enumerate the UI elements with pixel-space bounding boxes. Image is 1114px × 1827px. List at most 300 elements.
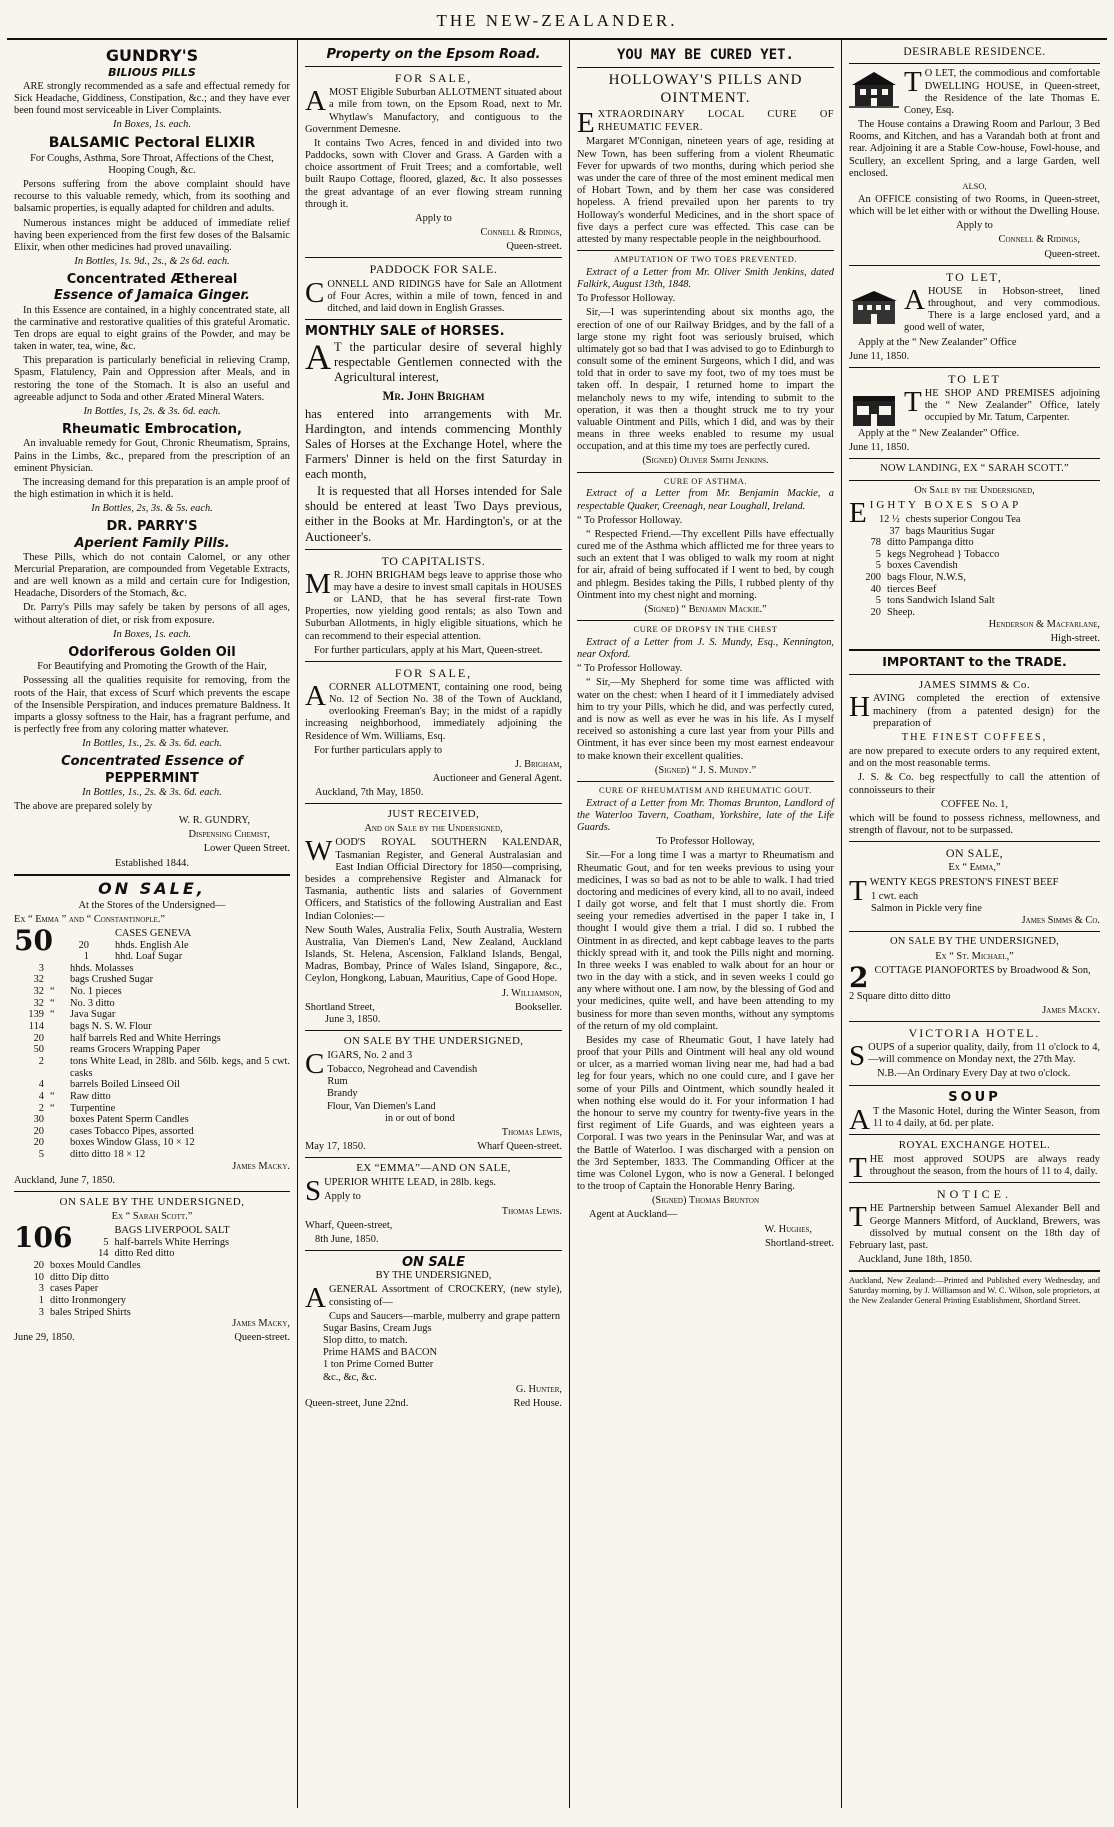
trade-name: JAMES SIMMS & Co.	[918, 678, 1031, 691]
landing-item-cell: Sheep.	[887, 606, 915, 618]
corner-date: Auckland, 7th May, 1850.	[315, 787, 424, 799]
bilious-title: BILIOUS PILLS	[108, 65, 196, 79]
crock-item: Cups and Saucers—marble, mulberry and grape pattern	[328, 1310, 561, 1322]
epsom-text-1: MOST Eligible Suburban ALLOTMENT situated about a mile from town, on the Epsom Road, next to Mr. Whytlaw's Manufactory, and contiguous to the Government Demesne.	[305, 87, 562, 135]
horses-text-2: has entered into arrangements with Mr. Hardington, and intends commencing Monthly Sales of Horses at the Exchange Hotel, where the Farmers' Dinner is held on the first Saturday in each month,	[305, 406, 562, 482]
piano-text: COTTAGE PIANOFORTES by Broadwood & Son,	[874, 964, 1091, 976]
amp-to: To Professor Holloway.	[577, 293, 676, 305]
pepp-title-2: PEPPERMINT	[105, 770, 199, 786]
masthead: THE NEW-ZEALANDER.	[436, 11, 678, 30]
onsale2-date: June 29, 1850.	[14, 1332, 75, 1344]
onsale-item-cell: 32	[33, 997, 44, 1009]
piano-title: ON SALE BY THE UNDERSIGNED,	[889, 936, 1060, 948]
dropcap-w: W	[305, 835, 333, 868]
onsale2-item-cell: cases Paper	[50, 1283, 99, 1295]
tolet2-apply: Apply at the “ New Zealander” Office.	[858, 427, 1020, 439]
trade-title: IMPORTANT to the TRADE.	[882, 653, 1067, 669]
dropcap-s: S	[305, 1175, 322, 1208]
ether-price: In Bottles, 1s, 2s. & 3s. 6d. each.	[83, 405, 221, 417]
onsale2-signature: James Macky,	[232, 1318, 290, 1330]
rheum-price: In Bottles, 2s, 3s. & 5s. each.	[91, 503, 213, 515]
onsale-item-cell: 4	[38, 1079, 44, 1091]
divider	[849, 649, 1100, 651]
onsale2-item-cell: bales Striped Shirts	[50, 1306, 131, 1318]
horses-text-1: T the particular desire of several highly respectable Gentlemen connected with the Agricultural interest,	[334, 340, 562, 385]
onsale-item-cell: 30	[33, 1114, 44, 1126]
just-title: JUST RECEIVED,	[387, 808, 480, 821]
onsale-item	[59, 940, 290, 952]
horses-text-3: It is requested that all Horses intended for Sale should be entered at least Two Days previous, either in the Books at Mr. Hardington's, or at the Auctioneer's.	[305, 484, 562, 544]
beef-item: 1 cwt. each	[871, 890, 919, 902]
parry-price: In Boxes, 1s. each.	[113, 628, 191, 640]
parry-text-2: Dr. Parry's Pills may safely be taken by persons of all ages, without alteration of diet, or risk from exposure.	[14, 602, 290, 626]
divider	[849, 674, 1100, 675]
gundry-signature: W. R. GUNDRY,	[178, 815, 250, 827]
onsale-item-cell: tons White Lead, in 28lb. and 56lb. kegs, and 5 cwt. casks	[70, 1055, 290, 1079]
landing-item-cell: 5	[875, 560, 881, 572]
divider	[849, 265, 1100, 266]
onsale-item-cell: bags Crushed Sugar	[70, 974, 154, 986]
balsamic-for: For Coughs, Asthma, Sore Throat, Affections of the Chest, Hooping Cough, &c.	[30, 152, 274, 176]
divider	[849, 480, 1100, 481]
onsale-item	[14, 963, 290, 975]
divider	[577, 781, 834, 782]
divider	[577, 620, 834, 621]
divider	[305, 1250, 562, 1251]
landing-place: High-street.	[1050, 632, 1100, 644]
asthma-text: “ Respected Friend.—Thy excellent Pills have effectually cured me of the Asthma which afflicted me for three years to such an extent that I was obliged to walk my room at night for air, afraid of being suffocated if I went to bed, by cough and phlegm. Besides taking the Pills, I rubbed plenty of thy Ointment into my chest night and morning.	[577, 528, 834, 601]
gundry-title: GUNDRY'S	[105, 46, 199, 65]
onsale-item-cell	[50, 1044, 64, 1056]
onsale2-place: Queen-street.	[234, 1332, 290, 1344]
cigar-text: IGARS, No. 2 and 3	[327, 1049, 413, 1061]
victoria-title: VICTORIA HOTEL.	[908, 1026, 1041, 1041]
onsale-item-cell: boxes Window Glass, 10 × 12	[70, 1137, 195, 1149]
victoria-text: OUPS of a superior quality, daily, from 11 o'clock to 4,—will commence on Monday next, the 27th May.	[868, 1042, 1100, 1066]
onsale2-item	[78, 1237, 290, 1249]
capitalists-text-2: For further particulars, apply at his Mart, Queen-street.	[314, 644, 543, 656]
onsale-item	[14, 1056, 290, 1079]
dropcap-a: A	[849, 1103, 870, 1136]
onsale-item-cell: “	[50, 986, 55, 998]
onsale-item-cell	[50, 1149, 64, 1161]
cigar-place: Wharf Queen-street.	[477, 1141, 562, 1153]
onsale-item	[14, 1103, 290, 1115]
onsale-item-cell: 4	[38, 1090, 44, 1102]
tolet1-text: HOUSE in Hobson-street, lined throughout, and very commodious. There is a large enclosed yard, and a good well of water,	[904, 285, 1100, 334]
column-3	[569, 40, 841, 1808]
dropcap-t: T	[849, 1201, 867, 1234]
tolet1-apply: Apply at the “ New Zealander” Office	[858, 336, 1017, 348]
corner-role: Auctioneer and General Agent.	[432, 773, 562, 785]
dropsy-extract: Extract of a Letter from J. S. Mundy, Esq., Kennington, near Oxford.	[577, 636, 834, 661]
onsale2-item-cell: 3	[38, 1283, 44, 1295]
onsale2-item	[14, 1260, 290, 1272]
landing-item	[870, 526, 1100, 538]
epsom-apply: Apply to	[415, 212, 452, 224]
residence-signature: Connell & Ridings,	[998, 234, 1080, 246]
dropsy-text: “ Sir,—My Shepherd for some time was afflicted with water on the chest: when I heard of it I immediately advised him to try your Pills, which he did, and was perfectly cured, and is now as well as ever he was in his life. As I myself received so astonishing a cure last year from your Pills and Ointment, it has ever since been my most earnest endeavour to make known their excellent qualities.	[577, 677, 834, 762]
house-icon	[849, 70, 899, 108]
landing-signature: Henderson & Macfarlane,	[988, 618, 1100, 630]
parry-text-1: These Pills, which do not contain Calomel, or any other Mercurial Preparation, are compounded from Vegetable Extracts, and are well known as a mild and certain cure for Indigestion, Headache, Disorders of the Stomach, &c.	[14, 551, 290, 600]
landing-item	[851, 595, 1100, 607]
landing-item	[851, 549, 1100, 561]
divider	[849, 458, 1100, 459]
onsale-item-cell	[50, 1021, 64, 1033]
horses-name: Mr. John Brigham	[382, 388, 485, 403]
divider	[305, 1030, 562, 1031]
onsale-item-cell	[95, 928, 109, 940]
residence-title: DESIRABLE RESIDENCE.	[903, 46, 1046, 58]
onsale-item	[14, 986, 290, 998]
onsale-item-cell: 32	[33, 974, 44, 986]
landing-subtitle: On Sale by the Undersigned,	[914, 484, 1035, 496]
cigar-item: Rum	[327, 1076, 348, 1088]
onsale-item-cell: reams Grocers Wrapping Paper	[70, 1044, 201, 1056]
trade-text-1: AVING completed the erection of extensive machinery (from a patented design) for the preparation of	[872, 693, 1100, 729]
onsale-item	[14, 998, 290, 1010]
just-date: June 3, 1850.	[325, 1013, 381, 1025]
asthma-to: “ To Professor Holloway.	[577, 514, 683, 526]
crock-item: Sugar Basins, Cream Jugs	[323, 1322, 432, 1334]
rheum-text-1: An invaluable remedy for Gout, Chronic Rheumatism, Sprains, Pains in the Limbs, &c., prepared from the prescription of an eminent Physician.	[14, 438, 290, 474]
onsale-item-cell: 2	[38, 1055, 44, 1067]
onsale-item-cell: “	[50, 997, 55, 1009]
soup-title: SOUP	[948, 1089, 1001, 1105]
tolet2-date: June 11, 1850.	[849, 442, 910, 454]
divider	[14, 874, 290, 876]
column-2	[297, 40, 569, 1808]
house-icon	[849, 288, 899, 326]
onsale-item-cell: 20	[33, 1137, 44, 1149]
notice-title: NOTICE.	[937, 1187, 1012, 1202]
lead-signature: Thomas Lewis.	[501, 1205, 562, 1217]
amp-signature: (Signed) Oliver Smith Jenkins.	[642, 455, 769, 467]
piano-signature: James Macky.	[1042, 1004, 1100, 1016]
landing-item	[851, 572, 1100, 584]
asthma-extract: Extract of a Letter from Mr. Benjamin Mackie, a respectable Quaker, Creenagh, near Loughall, Ireland.	[577, 488, 834, 512]
rheum-title: Rheumatic Embrocation,	[62, 422, 242, 438]
landing-item-cell: 5	[875, 595, 881, 607]
divider	[849, 1270, 1100, 1272]
gundry-role: Dispensing Chemist,	[188, 829, 270, 841]
onsale-ex: Ex “ Emma ” and “ Constantinople.”	[14, 913, 165, 925]
shop-icon	[849, 390, 899, 428]
onsale-item-cell: hhds. English Ale	[114, 939, 189, 951]
onsale-item-cell: bags N. S. W. Flour	[70, 1021, 152, 1033]
dropcap-a: A	[305, 1282, 326, 1315]
divider	[849, 1085, 1100, 1086]
divider	[577, 67, 834, 68]
onsale-item-cell	[50, 963, 64, 975]
landing-item	[851, 537, 1100, 549]
amp-title: AMPUTATION OF TWO TOES PREVENTED.	[613, 255, 798, 265]
onsale-item	[14, 1009, 290, 1021]
landing-item-cell: 37	[889, 525, 900, 537]
tolet1-date: June 11, 1850.	[849, 350, 910, 362]
divider	[849, 367, 1100, 368]
onsale-item-cell: 139	[28, 1009, 44, 1021]
onsale2-item-cell: ditto Ironmongery	[50, 1294, 126, 1306]
ether-text-2: This preparation is particularly beneficial in relieving Cramp, Spasm, Flatulency, Pain and Oppression after Meals, and in restoring the tone of the Stomach. It is also an useful and agreeable adjunct to Soda and other Ærated Mineral Waters.	[14, 355, 290, 403]
onsale2-item-cell: half-barrels White Herrings	[114, 1236, 230, 1248]
gout-title: CURE OF RHEUMATISM AND RHEUMATIC GOUT.	[599, 785, 812, 795]
landing-item-cell: tons Sandwich Island Salt	[887, 595, 995, 607]
onsale2-item-cell: ditto Dip ditto	[50, 1271, 109, 1283]
onsale-item-cell: 20	[78, 939, 89, 951]
imprint: Auckland, New Zealand:—Printed and Published every Wednesday, and Saturday morning, by J. Williamson and W. C. Wilson, sole proprietors, at the New Zealander General Printing Establishment, Shortland Street.	[849, 1276, 1100, 1305]
just-role: Bookseller.	[514, 1001, 562, 1013]
asthma-title: CURE OF ASTHMA.	[663, 476, 748, 486]
dropcap-a: A	[305, 85, 326, 118]
holloway-title-2: HOLLOWAY'S PILLS AND OINTMENT.	[608, 72, 803, 106]
cigar-title: ON SALE BY THE UNDERSIGNED,	[343, 1035, 524, 1048]
odor-text: Possessing all the qualities requisite for removing, from the roots of the Hair, that excess of Scurf which prevents the escape of the Insensible Perspiration, and induces premature Baldness. It imparts a glossy softness to the Hair, has a fragrant perfume, and is perfectly free from any coloring matter whatever.	[14, 675, 290, 736]
gundry-established: Established 1844.	[115, 857, 189, 869]
balsamic-text-1: Persons suffering from the above complaint should have recourse to this valuable remedy, which, from its soothing and balsamic properties, is equally adapted for children and adults.	[14, 178, 290, 215]
divider	[849, 1182, 1100, 1183]
divider	[849, 63, 1100, 64]
onsale2-item-cell: 3	[38, 1306, 44, 1318]
beef-text: WENTY KEGS PRESTON'S FINEST BEEF	[869, 876, 1059, 888]
landing-item	[870, 514, 1100, 526]
royal-text: HE most approved SOUPS are always ready throughout the season, from the hours of 11 to 4, daily.	[869, 1153, 1100, 1178]
onsale-title: ON SALE,	[98, 878, 206, 898]
onsale-item-cell: 20	[33, 1032, 44, 1044]
onsale2-item-cell: 1	[38, 1294, 44, 1306]
onsale-item-cell: Raw ditto	[70, 1090, 111, 1102]
lead-place: Wharf, Queen-street,	[305, 1219, 393, 1231]
dropcap-a: A	[305, 679, 326, 712]
onsale-item-cell	[50, 1137, 64, 1149]
onsale-item-cell: barrels Boiled Linseed Oil	[70, 1079, 180, 1091]
crock-footer	[305, 1398, 562, 1410]
divider	[305, 661, 562, 662]
lead-text: UPERIOR WHITE LEAD, in 28lb. kegs.	[324, 1177, 496, 1189]
corner-text: CORNER ALLOTMENT, containing one rood, being No. 12 of Section No. 38 of the Town of Auckland, overlooking Freeman's Bay; in the midst of a rapidly increasing neighborhood, immediately adjoining the Residence of Wm. Williams, Esq.	[305, 681, 562, 742]
asthma-signature: (Signed) “ Benjamin Mackie.”	[644, 603, 767, 615]
onsale-item	[14, 1033, 290, 1045]
victoria-nb: N.B.—An Ordinary Every Day at two o'clock.	[877, 1068, 1071, 1080]
pepp-title: Concentrated Essence of	[61, 754, 243, 770]
onsale-item	[14, 1044, 290, 1056]
lead-title: EX “EMMA”—AND ON SALE,	[356, 1162, 511, 1175]
onsale2-item	[14, 1307, 290, 1319]
dropcap-t: T	[849, 874, 867, 907]
parry-title: DR. PARRY'S	[106, 519, 198, 535]
divider	[305, 257, 562, 258]
dropcap-a: A	[305, 337, 331, 378]
onsale2-item	[78, 1225, 290, 1237]
just-text-1: OOD'S ROYAL SOUTHERN KALENDAR, Tasmanian Register, and General Australasian and East Indian Official Directory for 1850—comprising, besides a comprehensive Register and Almanack for Tasmania, authentic lists and salaries of Government Officers, and Statistics of the following Australian and East Indian Colonies:—	[305, 837, 562, 922]
residence-text-3: An OFFICE consisting of two Rooms, in Queen-street, which will be let either with or without the Dwelling House.	[849, 193, 1100, 218]
balsamic-text-2: Numerous instances might be adduced of immediate relief having been experienced from the first few doses of the Balsamic Elixir, when other medicines had proved unavailing.	[14, 217, 290, 253]
landing-item	[851, 607, 1100, 619]
onsale-list	[14, 923, 290, 1161]
prepared-by: The above are prepared solely by	[14, 800, 153, 812]
onsale-item	[14, 1126, 290, 1138]
landing-item	[851, 584, 1100, 596]
landing-item-cell: 40	[870, 583, 881, 595]
onsale-list-block	[14, 923, 290, 1161]
onsale2-item	[14, 1283, 290, 1295]
tolet2-title: TO LET	[948, 371, 1001, 386]
onsale-item-cell: “	[50, 1090, 55, 1102]
divider	[849, 1021, 1100, 1022]
beef-ex: Ex “ Emma,”	[948, 862, 1001, 874]
onsale-signature: James Macky.	[232, 1160, 290, 1172]
tolet2-text: HE SHOP AND PREMISES adjoining the “ New Zealander” Office, lately occupied by Mr. Tatum, Carpenter.	[924, 387, 1100, 424]
onsale-item	[59, 928, 290, 940]
crock-item: &c., &c, &c.	[323, 1371, 377, 1383]
onsale-item-cell: hhds. Molasses	[70, 962, 134, 974]
onsale-item-cell: Turpentine	[70, 1102, 116, 1114]
dropcap-t: T	[904, 66, 922, 99]
dropsy-title: CURE OF DROPSY IN THE CHEST	[633, 625, 778, 635]
dropcap-m: M	[305, 567, 331, 600]
ether-text-1: In this Essence are contained, in a highly concentrated state, all the carminative and restorative qualities of this grateful Aromatic. Ten drops are equal to eight grains of the Powder, and may be taken in water, tea, wine, &c.	[14, 304, 290, 353]
just-signature: J. Williamson,	[502, 987, 562, 999]
balsamic-price: In Bottles, 1s. 9d., 2s., & 2s 6d. each.	[74, 256, 230, 268]
dropcap-e: E	[577, 107, 595, 140]
piano-text-2: 2 Square ditto ditto ditto	[849, 990, 951, 1002]
crock-text: GENERAL Assortment of CROCKERY, (new style), consisting of—	[328, 1284, 562, 1308]
onsale-item-cell: No. 3 ditto	[70, 997, 115, 1009]
onsale2-big-number: 106	[14, 1221, 73, 1255]
landing-title: NOW LANDING, EX “ SARAH SCOTT.”	[880, 463, 1069, 475]
just-text-2: New South Wales, Australia Felix, South Australia, Western Australia, Van Diemen's Land, New Zealand, Auckland Islands, St. Helena, Ascension, Falkland Islands, Bengal, Madras, Bombay, Prince of Wales Island, Singapore, &c., Ceylon, Hongkong, Labuan, Mauritius, Cape of Good Hope.	[305, 924, 562, 985]
just-footer	[305, 1002, 562, 1014]
onsale-item-cell	[59, 928, 89, 940]
onsale-item-cell	[50, 1033, 64, 1045]
landing-item-cell: bags Mauritius Sugar	[905, 525, 995, 537]
divider	[577, 472, 834, 473]
beef-title: ON SALE,	[945, 846, 1004, 861]
onsale-item-cell	[50, 1056, 64, 1079]
cigar-date: May 17, 1850.	[305, 1141, 366, 1153]
residence-also: ALSO,	[962, 181, 987, 191]
onsale-item-cell: 114	[28, 1021, 44, 1033]
holloway-title: YOU MAY BE CURED YET.	[616, 47, 794, 63]
crock-subtitle: BY THE UNDERSIGNED,	[375, 1270, 492, 1282]
landing-head: IGHTY BOXES SOAP	[869, 498, 1022, 511]
onsale-item-cell: 5	[38, 1149, 44, 1161]
landing-item-cell: boxes Cavendish	[887, 560, 958, 572]
onsale2-item	[78, 1248, 290, 1260]
onsale-item-cell	[50, 1079, 64, 1091]
rheum-text-2: The increasing demand for this preparation is an ample proof of the high estimation in which it is held.	[14, 476, 290, 501]
parry-title-2: Aperient Family Pills.	[74, 535, 230, 551]
onsale-item-cell	[95, 951, 109, 963]
dropcap-c: C	[305, 1047, 325, 1080]
crock-signature: G. Hunter,	[515, 1383, 562, 1395]
onsale-item-cell: hhd. Loaf Sugar	[114, 951, 183, 963]
onsale-item	[59, 951, 290, 963]
trade-text-3: J. S. & Co. beg respectfully to call the attention of connoisseurs to their	[849, 772, 1100, 796]
landing-item-cell: 200	[865, 572, 881, 584]
onsale-item-cell: 2	[38, 1102, 44, 1114]
divider	[305, 1157, 562, 1158]
beef-signature: James Simms & Co.	[1021, 915, 1100, 927]
onsale-date: Auckland, June 7, 1850.	[14, 1174, 116, 1186]
royal-title: ROYAL EXCHANGE HOTEL.	[898, 1139, 1051, 1152]
case1-title: XTRAORDINARY LOCAL CURE OF RHEUMATIC FEVER.	[597, 109, 834, 133]
onsale2-footer	[14, 1332, 290, 1344]
dropcap-h: H	[849, 691, 870, 724]
onsale-item-cell: ditto ditto 18 × 12	[70, 1149, 146, 1161]
onsale2-item-cell: 14	[98, 1248, 109, 1260]
column-1	[7, 40, 297, 1808]
trade-text-2: are now prepared to execute orders to any required extent, and on the most reasonable terms.	[849, 746, 1100, 770]
onsale-subtitle: At the Stores of the Undersigned—	[78, 899, 226, 911]
cigar-item: Brandy	[327, 1088, 358, 1100]
divider	[849, 931, 1100, 932]
onsale-item-cell	[50, 1114, 64, 1126]
onsale2-item	[14, 1272, 290, 1284]
onsale-item-cell: 1	[83, 951, 89, 963]
onsale-item-cell: 32	[33, 986, 44, 998]
agent-label: Agent at Auckland—	[589, 1209, 678, 1221]
onsale2-item-cell: 20	[33, 1260, 44, 1271]
odor-for: For Beautifying and Promoting the Growth of the Hair,	[37, 661, 267, 673]
onsale2-item-cell: 10	[33, 1271, 44, 1283]
capitalists-title: TO CAPITALISTS.	[381, 553, 486, 568]
lead-apply: Apply to	[324, 1191, 361, 1203]
onsale-item	[14, 1114, 290, 1126]
dropsy-signature: (Signed) “ J. S. Mundy.”	[654, 764, 757, 776]
trade-coffee: THE FINEST COFFEES,	[901, 731, 1048, 743]
onsale2-item-cell: ditto Red ditto	[114, 1248, 175, 1260]
landing-item-cell: 12 ½	[878, 513, 900, 525]
epsom-title: Property on the Epsom Road.	[326, 47, 541, 62]
onsale-item-cell	[50, 974, 64, 986]
divider	[305, 803, 562, 804]
newspaper-page	[7, 8, 1107, 1808]
dropcap-a: A	[904, 283, 925, 316]
gout-text-1: Sir.—For a long time I was a martyr to Rheumatism and Rheumatic Gout, and for ten weeks previous to using your medicines, I was so bad as not to be able to walk. I had tried doctoring and medicines of every kind, all to no avail, indeed I daily got worse, and felt that I must shortly die. From seeing your remedies advertised in the paper I take in, I thought I would give them a trial. I did so. I rubbed the Ointment in as directed, and kept cabbage leaves to the parts thickly spread with it, and took the Pills night and morning. In three weeks I was enabled to walk about for an hour or two in the day with a stick, and in seven weeks I could go any where without one. I am now, by the blessing of God and your medicines, quite well, and have been attending to my business for more than seven months, without any symptoms of the return of my old complaint.	[577, 850, 834, 1032]
onsale-item-cell: half barrels Red and White Herrings	[70, 1032, 221, 1044]
corner-forsale: FOR SALE,	[394, 665, 473, 680]
crock-list	[305, 1311, 562, 1384]
gout-to: To Professor Holloway,	[656, 836, 755, 848]
onsale-item-cell: cases Tobacco Pipes, assorted	[70, 1125, 194, 1137]
amp-text: Sir,—I was superintending about six months ago, the erection of one of our Railway Bridges, and by the fall of a large stone my right foot was seriously bruised, which ultimately got so bad that I was advised to go to Edinburgh to consult some of the eminent Surgeons, which I did, and was told that in order to save my foot, two of my toes must be taken off. In despair, I returned home to impart the melancholy news to my wife, intending to submit to the operation, it was then a thought struck me to try your valuable Ointment and Pills, which I did, and was by their means in three weeks enabled to resume my usual occupation, and at this time my toes are perfectly cured.	[577, 307, 834, 453]
case1-text: Margaret M'Connigan, nineteen years of age, residing at New Town, has been suffering from a violent Rheumatic Fever for upwards of two months, during which period she was under the care of three of the most eminent medical men of Hobart Town, and by them her case was considered hopeless. A friend prevailed upon her parents to try Holloway's wonderful Medicines, and in the short space of five days a perfect cure was effected. This case can be attested by many respectable people in the neighbourhood.	[577, 136, 834, 245]
onsale-item	[14, 1091, 290, 1103]
beef-item: Salmon in Pickle very fine	[871, 902, 982, 914]
divider	[577, 250, 834, 251]
horses-title: MONTHLY SALE of HORSES.	[305, 324, 505, 340]
landing-item-cell: bags Flour, N.W.S,	[887, 572, 966, 584]
residence-apply: Apply to	[956, 220, 993, 232]
landing-item-cell: 20	[870, 606, 881, 618]
epsom-text-2: It contains Two Acres, fenced in and divided into two Paddocks, sown with Clover and Grass. A Garden with a choice assortment of Fruit Trees; and a comfortable, well built Raupo Cottage, floored, glazed, &c. It also possesses the great advantage of an ever flowing stream running through it.	[305, 137, 562, 210]
onsale2-item-cell: BAGS LIVERPOOL SALT	[114, 1225, 230, 1237]
dropcap-t: T	[904, 385, 922, 418]
beef-list	[849, 891, 1100, 915]
cigar-bond: in or out of bond	[385, 1112, 455, 1124]
onsale2-item-cell: 5	[103, 1236, 109, 1248]
cigar-signature: Thomas Lewis,	[501, 1126, 562, 1138]
landing-item-cell: 5	[875, 548, 881, 560]
crock-item: 1 ton Prime Corned Butter	[323, 1359, 434, 1371]
divider	[305, 319, 562, 320]
odor-price: In Bottles, 1s., 2s. & 3s. 6d. each.	[82, 738, 222, 750]
onsale-item-cell: 50	[33, 1044, 44, 1056]
onsale-item-cell: CASES GENEVA	[114, 927, 192, 939]
agent-name: W. Hughes,	[764, 1223, 812, 1235]
